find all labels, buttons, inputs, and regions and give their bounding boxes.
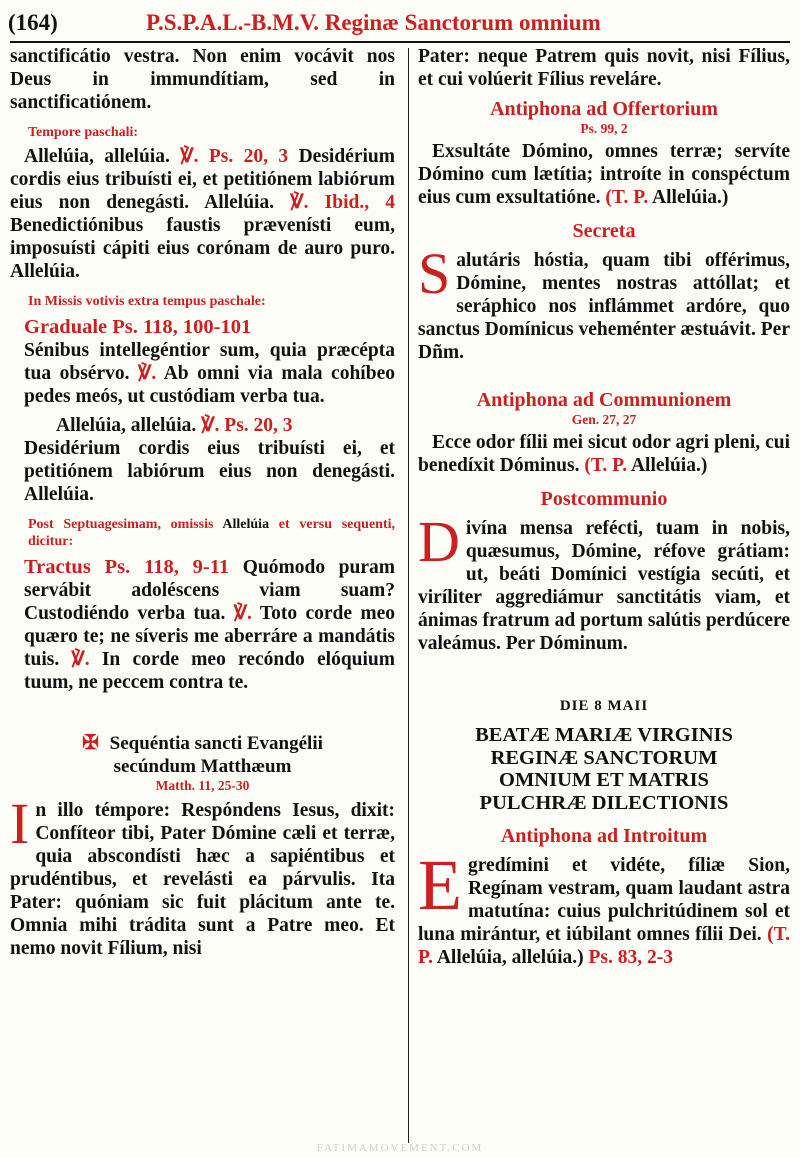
tp-alleluia: Allelúia, allelúia.)	[436, 947, 584, 968]
graduale-text: Sénibus intellegéntior sum, quia præcépta tua obsérvo.	[24, 340, 395, 384]
feast-title-line: BEATÆ MARIÆ VIRGINIS	[475, 724, 733, 746]
graduale-title: Graduale Ps. 118, 100-101	[24, 316, 252, 338]
feast-title-line: REGINÆ SANCTORUM	[490, 746, 718, 769]
rubric-text: et versu sequenti, dicitur:	[28, 517, 396, 549]
page-header	[0, 0, 800, 46]
versicle-icon: ℣.	[138, 363, 157, 384]
cross-icon: ✠	[82, 732, 99, 754]
running-title: P.S.P.A.L.-B.M.V. Reginæ Sanctorum omnium	[146, 10, 601, 35]
rubric-text: Post Septuagesimam, omissis	[28, 517, 214, 532]
gospel-body: n illo témpore: Respóndens Iesus, dixit: Confíteor tibi, Pater Dómine cæli et terræ, quia abscondísti hæc a sapiéntibus et prudéntibus, et revelásti ea párvulis. Ita Pater: quóniam sic fuit plácitum ante te. Omnia mihi trádita sunt a Patre meo. Et nemo novit Fílium, nisi	[10, 800, 395, 959]
tp-marker: (T. P.	[418, 924, 791, 968]
psalm-ref: Ps. 83, 2-3	[588, 947, 673, 968]
feast-title-line: PULCHRÆ DILECTIONIS	[479, 791, 729, 814]
versicle-icon: ℣.	[71, 649, 90, 670]
tractus-title: Tractus Ps. 118, 9-11	[24, 556, 230, 578]
offertory-text	[418, 140, 790, 209]
feast-date: DIE 8 MAII	[559, 698, 649, 714]
verse-text: Benedictiónibus faustis prævenísti eum, imposuísti cápiti eius corónam de auro puro. Allelúia.	[10, 215, 395, 282]
postcommunion-title: Postcommunio	[540, 488, 668, 510]
tractus-text: Toto corde meo quæro te; ne síveris me aberráre a mandátis tuis.	[24, 603, 395, 670]
verse-ref: ℣. Ps. 20, 3	[201, 415, 293, 436]
tp-marker: (T. P.	[605, 187, 649, 208]
drop-cap-initial: E	[418, 845, 462, 925]
alleluia-verse-body: Desidérium cordis eius tribuísti ei, et petitiónem labiórum eius non denegásti. Allelúia.	[24, 438, 395, 505]
right-column	[418, 45, 790, 969]
gospel-heading	[10, 732, 395, 755]
communion-body: Ecce odor fílii mei sicut odor agri pleni, cui benedíxit Dóminus.	[418, 432, 790, 476]
rubric-septuagesima	[28, 516, 395, 550]
offertory-body: Exsultáte Dómino, omnes terræ; servíte Dómino cum lætítia; introíte in conspéctum eius cum exsultatióne.	[418, 141, 790, 208]
tractus-text: Quómodo puram servábit adoléscens viam suam? Custodiéndo verba tua.	[24, 557, 395, 624]
postcommunion-body: ivína mensa refécti, tuam in nobis, quæsumus, Dómine, réfove grátiam: ut, beáti Domínici vestígia secúti, et viríliter aggrediámur sanctitátis viam, et ánimas fratrum ad portum salútis perdúcere valeámus. Per Dóminum.	[418, 518, 790, 654]
gospel-continuation: Pater: neque Patrem quis novit, nisi Fílius, et cui volúerit Fílius reveláre.	[418, 46, 790, 90]
epistle-ending: sanctificátio vestra. Non enim vocávit nos Deus in immundítiam, sed in sanctificatiónem.	[10, 46, 395, 113]
rubric-tempore-paschali: Tempore paschali:	[28, 125, 139, 140]
page-number: (164)	[8, 10, 58, 35]
gospel-ref: Matth. 11, 25-30	[155, 778, 250, 793]
graduale-text2: Ab omni via mala cohíbeo pedes meós, ut custódiam verba tua.	[24, 363, 395, 407]
introit-title: Antiphona ad Introitum	[500, 825, 708, 847]
paschal-alleluia	[10, 145, 395, 283]
alleluia-verse	[10, 414, 395, 437]
header-rule	[10, 41, 790, 43]
gospel-text	[10, 791, 395, 960]
alleluia-text: Allelúia, allelúia.	[24, 146, 170, 167]
graduale	[10, 316, 395, 408]
introit-body: gredímini et vidéte, fíliæ Sion, Regínam vestram, quam laudant astra matutína: cuius pulchritúdinem sol et luna mirántur, et iúbilant omnes fílii Dei.	[418, 855, 790, 945]
gospel-title-2: secúndum Matthæum	[113, 756, 292, 777]
offertory-ref: Ps. 99, 2	[580, 121, 628, 136]
communion-ref: Gen. 27, 27	[571, 412, 637, 427]
column-divider	[408, 48, 409, 1143]
verse-text: Desidérium cordis eius tribuísti ei, et petitiónem labiórum eius non denegásti. Allelúia.	[10, 146, 395, 213]
tp-alleluia: Allelúia.)	[652, 187, 729, 208]
communion-text	[418, 431, 790, 477]
tp-alleluia: Allelúia.)	[630, 455, 708, 476]
verse-ref: ℣. Ps. 20, 3	[180, 146, 289, 167]
drop-cap-initial: D	[418, 509, 460, 574]
secreta-title: Secreta	[572, 220, 636, 242]
watermark: FATIMAMOVEMENT.COM	[316, 1142, 484, 1154]
offertory-title: Antiphona ad Offertorium	[490, 98, 718, 120]
rubric-alleluia: Allelúia	[222, 517, 270, 532]
postcommunion-text	[418, 509, 790, 655]
tractus-text: In corde meo recóndo elóquium tuum, ne peccem contra te.	[24, 649, 396, 693]
rubric-votive: In Missis votivis extra tempus paschale:	[28, 294, 266, 309]
drop-cap-initial: I	[10, 791, 30, 856]
introit-text	[418, 845, 791, 969]
alleluia-text: Allelúia, allelúia.	[56, 415, 197, 436]
tractus	[10, 556, 395, 694]
feast-title-line: OMNIUM ET MATRIS	[499, 769, 709, 791]
communion-title: Antiphona ad Communionem	[476, 389, 732, 411]
verse-ref: ℣. Ibid., 4	[290, 192, 396, 213]
secreta-text	[418, 241, 790, 364]
left-column	[10, 45, 395, 960]
tp-marker: (T. P.	[584, 455, 628, 476]
drop-cap-initial: S	[418, 241, 451, 306]
versicle-icon: ℣.	[233, 603, 252, 624]
gospel-title: Sequéntia sancti Evangélii	[109, 733, 323, 754]
secreta-body: alutáris hóstia, quam tibi offérimus, Dómine, mentes nostras attóllat; et seráphico nos inflámmet ardóre, quo sanctus Domínicus veheménter æstuávit. Per Dñm.	[418, 250, 790, 363]
